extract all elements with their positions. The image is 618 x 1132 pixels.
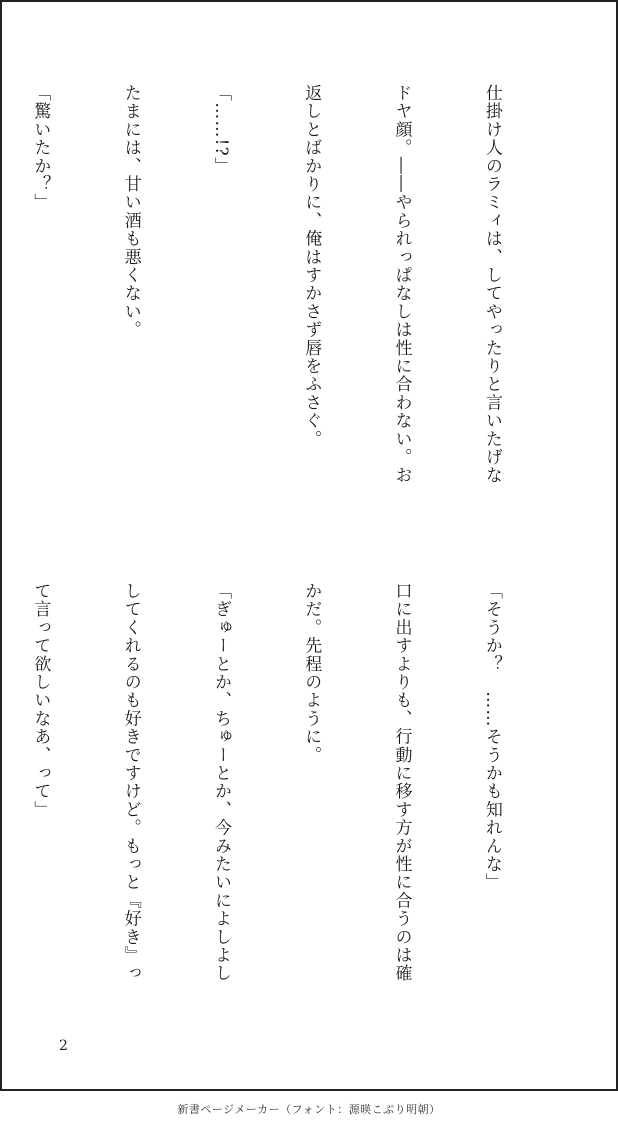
- text-line: かだ。先程のように。: [301, 582, 322, 764]
- text-line: 「……!?」: [210, 84, 231, 176]
- text-block-bottom: [30, 582, 567, 1022]
- text-line: してくれるのも好きですけど。もっと『好き』っ: [120, 582, 141, 983]
- text-line: ドヤ顔。――やられっぱなしは性に合わない。お: [391, 84, 412, 485]
- text-line: 仕掛け人のラミィは、してやったりと言いたげな: [481, 84, 502, 485]
- text-line: 口に出すよりも、行動に移す方が性に合うのは確: [391, 582, 412, 983]
- page-number: 2: [59, 1038, 68, 1054]
- text-line: 「驚いたか？」: [30, 84, 51, 212]
- text-line: 「ぎゅーとか、ちゅーとか、今みたいによしよし: [210, 582, 231, 983]
- footer-credit: 新書ページメーカー（フォント：源暎こぶり明朝）: [177, 1103, 441, 1116]
- text-line: 「そうか？ ……そうかも知れんな」: [481, 582, 502, 892]
- text-line: て言って欲しいなあ、って」: [30, 582, 51, 819]
- text-line: 返しとばかりに、俺はすかさず唇をふさぐ。: [301, 84, 322, 448]
- text-line: たまには、甘い酒も悪くない。: [120, 84, 141, 339]
- text-block-top: [30, 84, 567, 524]
